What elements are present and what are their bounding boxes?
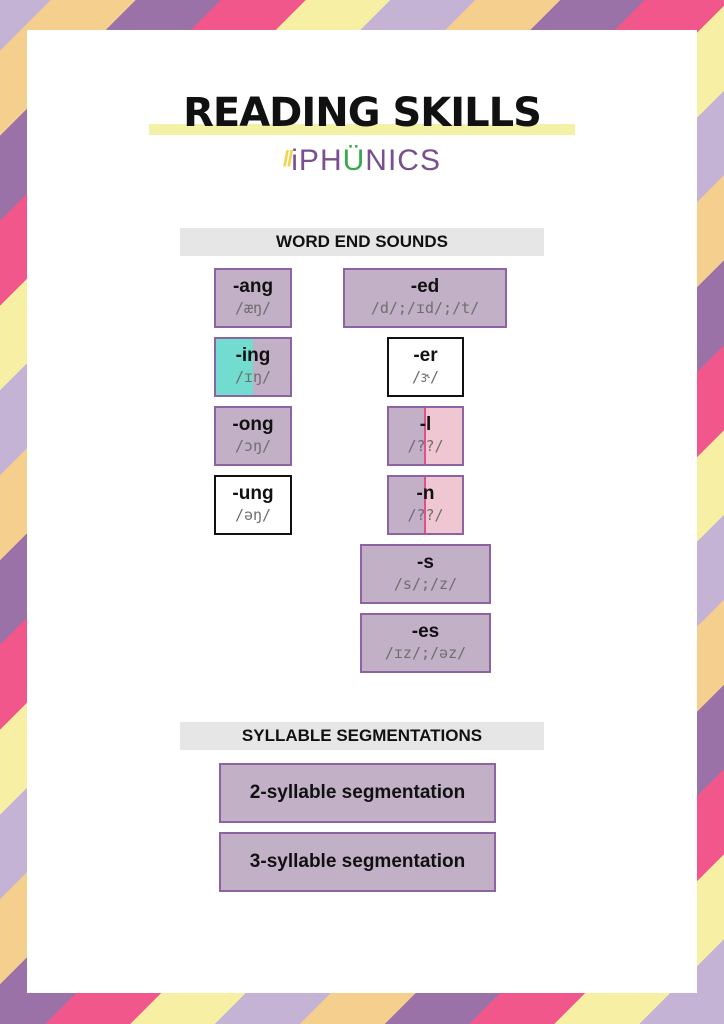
word-end-sounds-heading: WORD END SOUNDS [180,228,544,256]
card-ipa: /əŋ/ [234,506,272,524]
card-ung[interactable] [214,475,292,535]
card-er[interactable] [387,337,464,397]
card-ipa: /d/;/ɪd/;/t/ [370,299,480,317]
card-ipa: /??/ [407,437,444,455]
card-suffix: -ong [232,414,274,435]
card-ing[interactable] [214,337,292,397]
logo-text-start: iPH [291,144,343,177]
segmentation-label: 2-syllable segmentation [249,782,466,803]
segmentation-label: 3-syllable segmentation [249,851,466,872]
title-container [0,88,724,138]
card-ipa: /ɝ/ [411,368,440,386]
card-suffix: -ing [235,345,271,366]
iphonics-logo [0,144,724,178]
card-s[interactable] [360,544,491,604]
card-suffix: -s [417,552,434,573]
card-n[interactable] [387,475,464,535]
card-ang[interactable] [214,268,292,328]
three-syllable-segmentation-button[interactable] [219,832,496,892]
card-suffix: -ang [232,276,274,297]
card-ong[interactable] [214,406,292,466]
card-ipa: /ɪŋ/ [234,368,272,386]
page-title: READING SKILLS [183,90,541,136]
card-suffix: -es [411,621,440,642]
two-syllable-segmentation-button[interactable] [219,763,496,823]
card-suffix: -n [416,483,435,504]
card-suffix: -er [413,345,438,366]
card-ipa: /??/ [407,506,444,524]
card-ipa: /ɪz/;/əz/ [384,644,467,662]
card-suffix: -ed [410,276,440,297]
card-es[interactable] [360,613,491,673]
syllable-segmentations-heading: SYLLABLE SEGMENTATIONS [180,722,544,750]
card-suffix: -ung [232,483,274,504]
card-ipa: /æŋ/ [234,299,272,317]
logo-u-character: Ü [342,144,366,177]
card-ed[interactable] [343,268,507,328]
card-suffix: -l [419,414,432,435]
card-l[interactable] [387,406,464,466]
card-ipa: /s/;/z/ [393,575,458,593]
logo-slashes: // [283,146,292,171]
card-ipa: /ɔŋ/ [234,437,272,455]
logo-text-end: NICS [365,144,441,177]
